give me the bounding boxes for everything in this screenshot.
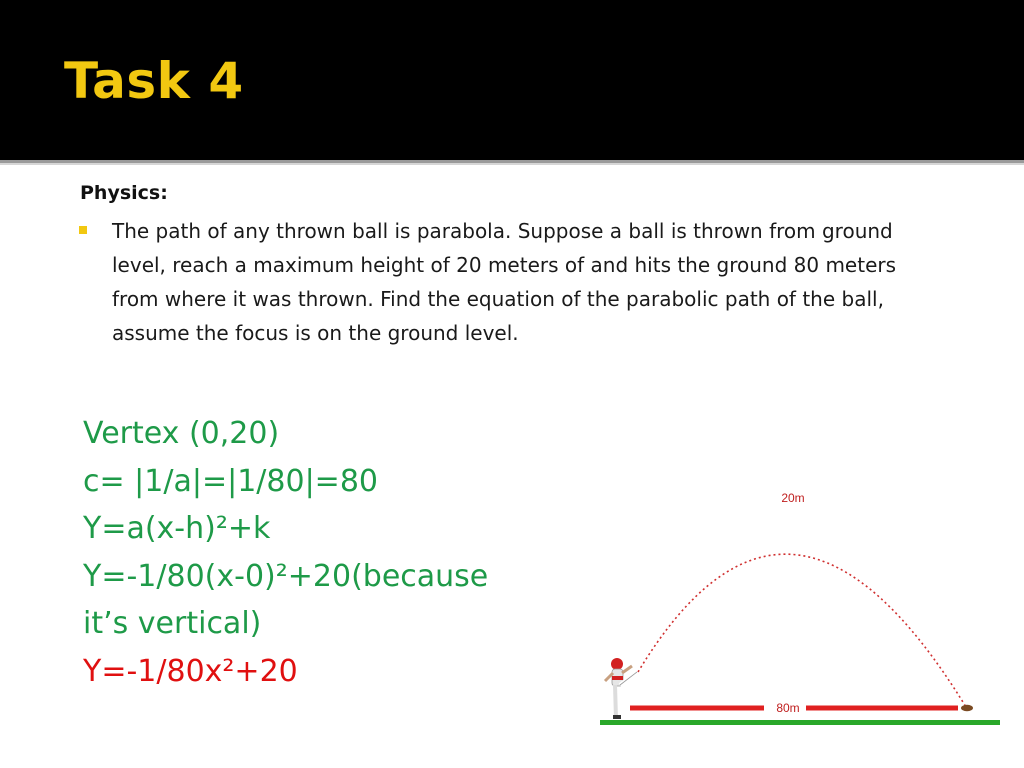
distance-label: 80m bbox=[776, 701, 800, 715]
ground-line bbox=[600, 720, 1000, 725]
bullet-square-icon bbox=[79, 226, 87, 234]
solution-line: Vertex (0,20) bbox=[83, 416, 280, 451]
solution-line: Y=-1/80(x-0)²+20(because bbox=[83, 558, 489, 594]
slide-title: Task 4 bbox=[64, 52, 244, 110]
solution-block bbox=[83, 410, 543, 695]
solution-answer: Y=-1/80x²+20 bbox=[83, 653, 298, 689]
solution-line: Y=a(x-h)²+k bbox=[83, 511, 271, 546]
title-divider-shadow bbox=[0, 163, 1024, 165]
problem-text: The path of any thrown ball is parabola. Suppose a ball is thrown from ground level, reach a maximum height of 20 meters of and hits the ground 80 meters from where it was thrown. Find the equation of the parabolic path of the ball, assume the focus is on the ground level. bbox=[112, 219, 897, 345]
trajectory-diagram bbox=[590, 470, 1010, 740]
ball-trajectory-path bbox=[638, 554, 966, 707]
football-icon bbox=[961, 705, 973, 711]
solution-line: it’s vertical) bbox=[83, 606, 262, 641]
height-label: 20m bbox=[781, 491, 805, 505]
section-label: Physics: bbox=[80, 182, 168, 204]
solution-line: c= |1/a|=|1/80|=80 bbox=[83, 463, 378, 499]
